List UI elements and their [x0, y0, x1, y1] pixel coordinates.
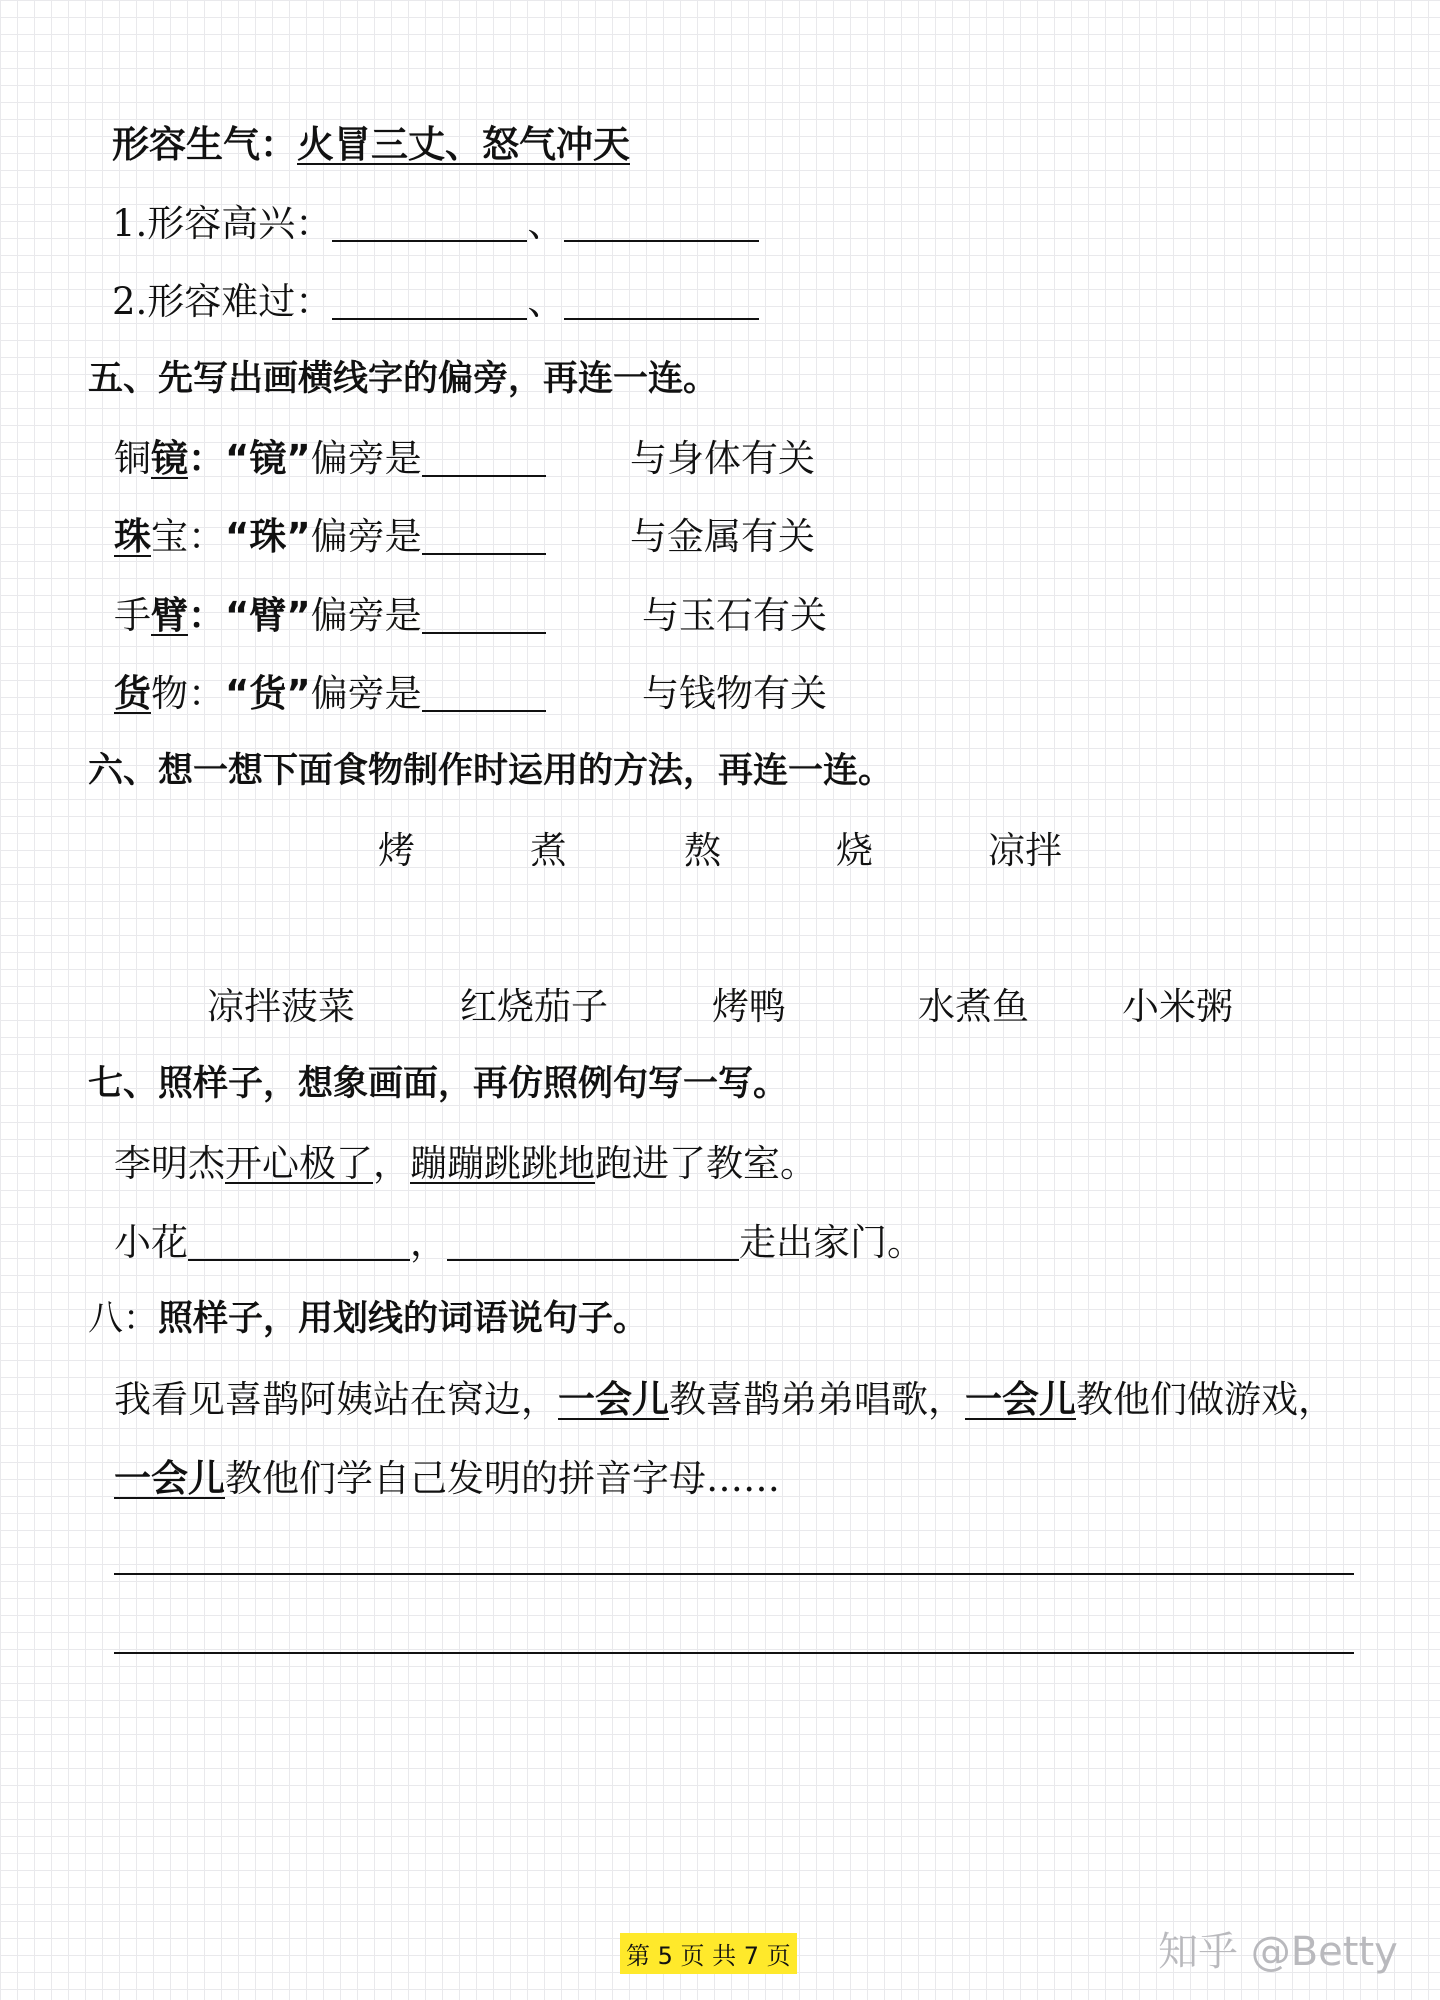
answer-blank[interactable]: [447, 1227, 739, 1261]
text: 我看见喜鹊阿姨站在窝边，: [114, 1378, 558, 1421]
example-sentence: [114, 1142, 817, 1185]
keyword-underlined: 一会儿: [558, 1378, 669, 1421]
food-item[interactable]: 水煮鱼: [918, 985, 1029, 1028]
method-item[interactable]: 凉拌: [988, 829, 1062, 872]
method-item[interactable]: 烧: [836, 829, 873, 872]
radical-blank[interactable]: [422, 521, 546, 555]
method-item[interactable]: 煮: [530, 829, 567, 872]
section-8-line-1: [114, 1378, 1335, 1421]
radical-prompt: 偏旁是: [310, 672, 422, 715]
answer-blank[interactable]: [188, 1227, 410, 1261]
word-suffix: 物：: [151, 672, 225, 715]
example-subject: 李明杰: [114, 1142, 225, 1185]
writing-line[interactable]: [114, 1652, 1354, 1654]
example-comma: ，: [373, 1142, 410, 1185]
sample-anger-line: [112, 123, 630, 166]
exercise-end: 走出家门。: [739, 1221, 924, 1264]
food-item[interactable]: 烤鸭: [712, 985, 786, 1028]
radical-blank[interactable]: [422, 443, 546, 477]
text: 教他们做游戏，: [1076, 1378, 1335, 1421]
question-sad-label: 2.形容难过：: [112, 280, 333, 323]
radical-prompt: 偏旁是: [310, 594, 422, 637]
section-8-line-2: [114, 1457, 780, 1500]
quoted-char: “珠”: [225, 515, 311, 558]
word-prefix: 手: [114, 594, 151, 637]
food-item[interactable]: 凉拌菠菜: [207, 985, 355, 1028]
writing-line[interactable]: [114, 1573, 1354, 1575]
answer-blank[interactable]: [564, 286, 759, 320]
text: 教喜鹊弟弟唱歌，: [669, 1378, 965, 1421]
section-6-title: 六、想一想下面食物制作时运用的方法，再连一连。: [88, 751, 894, 791]
exercise-comma: ，: [410, 1221, 447, 1264]
separator: 、: [527, 280, 565, 323]
example-underline-2: 蹦蹦跳跳地: [410, 1142, 595, 1185]
radical-blank[interactable]: [422, 600, 546, 634]
radical-match: 与身体有关: [630, 437, 815, 480]
quoted-char: “镜”: [225, 437, 311, 480]
radical-item: [114, 672, 546, 715]
example-end: 跑进了教室。: [595, 1142, 817, 1185]
key-char: 镜: [151, 437, 188, 480]
example-underline-1: 开心极了: [225, 1142, 373, 1185]
radical-match: 与玉石有关: [642, 594, 827, 637]
keyword-underlined: 一会儿: [114, 1457, 225, 1500]
word-suffix: 宝：: [151, 515, 225, 558]
section-8-number: 八：: [88, 1299, 159, 1339]
answer-blank[interactable]: [564, 208, 759, 242]
radical-prompt: 偏旁是: [310, 437, 422, 480]
radical-item: [114, 437, 546, 480]
exercise-sentence: [114, 1221, 924, 1264]
word-prefix: 铜: [114, 437, 151, 480]
food-item[interactable]: 红烧茄子: [460, 985, 608, 1028]
key-char: 珠: [114, 515, 151, 558]
radical-item: [114, 515, 546, 558]
quoted-char: “货”: [225, 672, 311, 715]
separator: 、: [527, 202, 565, 245]
question-sad: [112, 280, 759, 323]
exercise-subject: 小花: [114, 1221, 188, 1264]
food-item[interactable]: 小米粥: [1122, 985, 1233, 1028]
answer-blank[interactable]: [332, 208, 527, 242]
sample-label: 形容生气：: [112, 123, 297, 166]
key-char: 臂: [151, 594, 188, 637]
section-8-title-text: 照样子，用划线的词语说句子。: [158, 1299, 649, 1339]
radical-item: [114, 594, 546, 637]
radical-match: 与金属有关: [630, 515, 815, 558]
question-happy: [112, 202, 759, 245]
page-indicator: 第 5 页 共 7 页: [620, 1933, 797, 1974]
watermark: 知乎 @Betty: [1158, 1929, 1398, 1975]
word-suffix: ：: [188, 594, 225, 637]
quoted-char: “臂”: [225, 594, 311, 637]
method-item[interactable]: 熬: [684, 829, 721, 872]
section-5-title: 五、先写出画横线字的偏旁，再连一连。: [88, 359, 719, 399]
radical-match: 与钱物有关: [642, 672, 827, 715]
radical-prompt: 偏旁是: [310, 515, 422, 558]
key-char: 货: [114, 672, 151, 715]
radical-blank[interactable]: [422, 678, 546, 712]
sample-answer: 火冒三丈、怒气冲天: [297, 123, 630, 166]
section-8-title: [88, 1299, 649, 1339]
keyword-underlined: 一会儿: [965, 1378, 1076, 1421]
text: 教他们学自己发明的拼音字母……: [225, 1457, 780, 1500]
question-happy-label: 1.形容高兴：: [112, 202, 333, 245]
method-item[interactable]: 烤: [378, 829, 415, 872]
section-7-title: 七、照样子，想象画面，再仿照例句写一写。: [88, 1064, 789, 1104]
word-suffix: ：: [188, 437, 225, 480]
answer-blank[interactable]: [332, 286, 527, 320]
